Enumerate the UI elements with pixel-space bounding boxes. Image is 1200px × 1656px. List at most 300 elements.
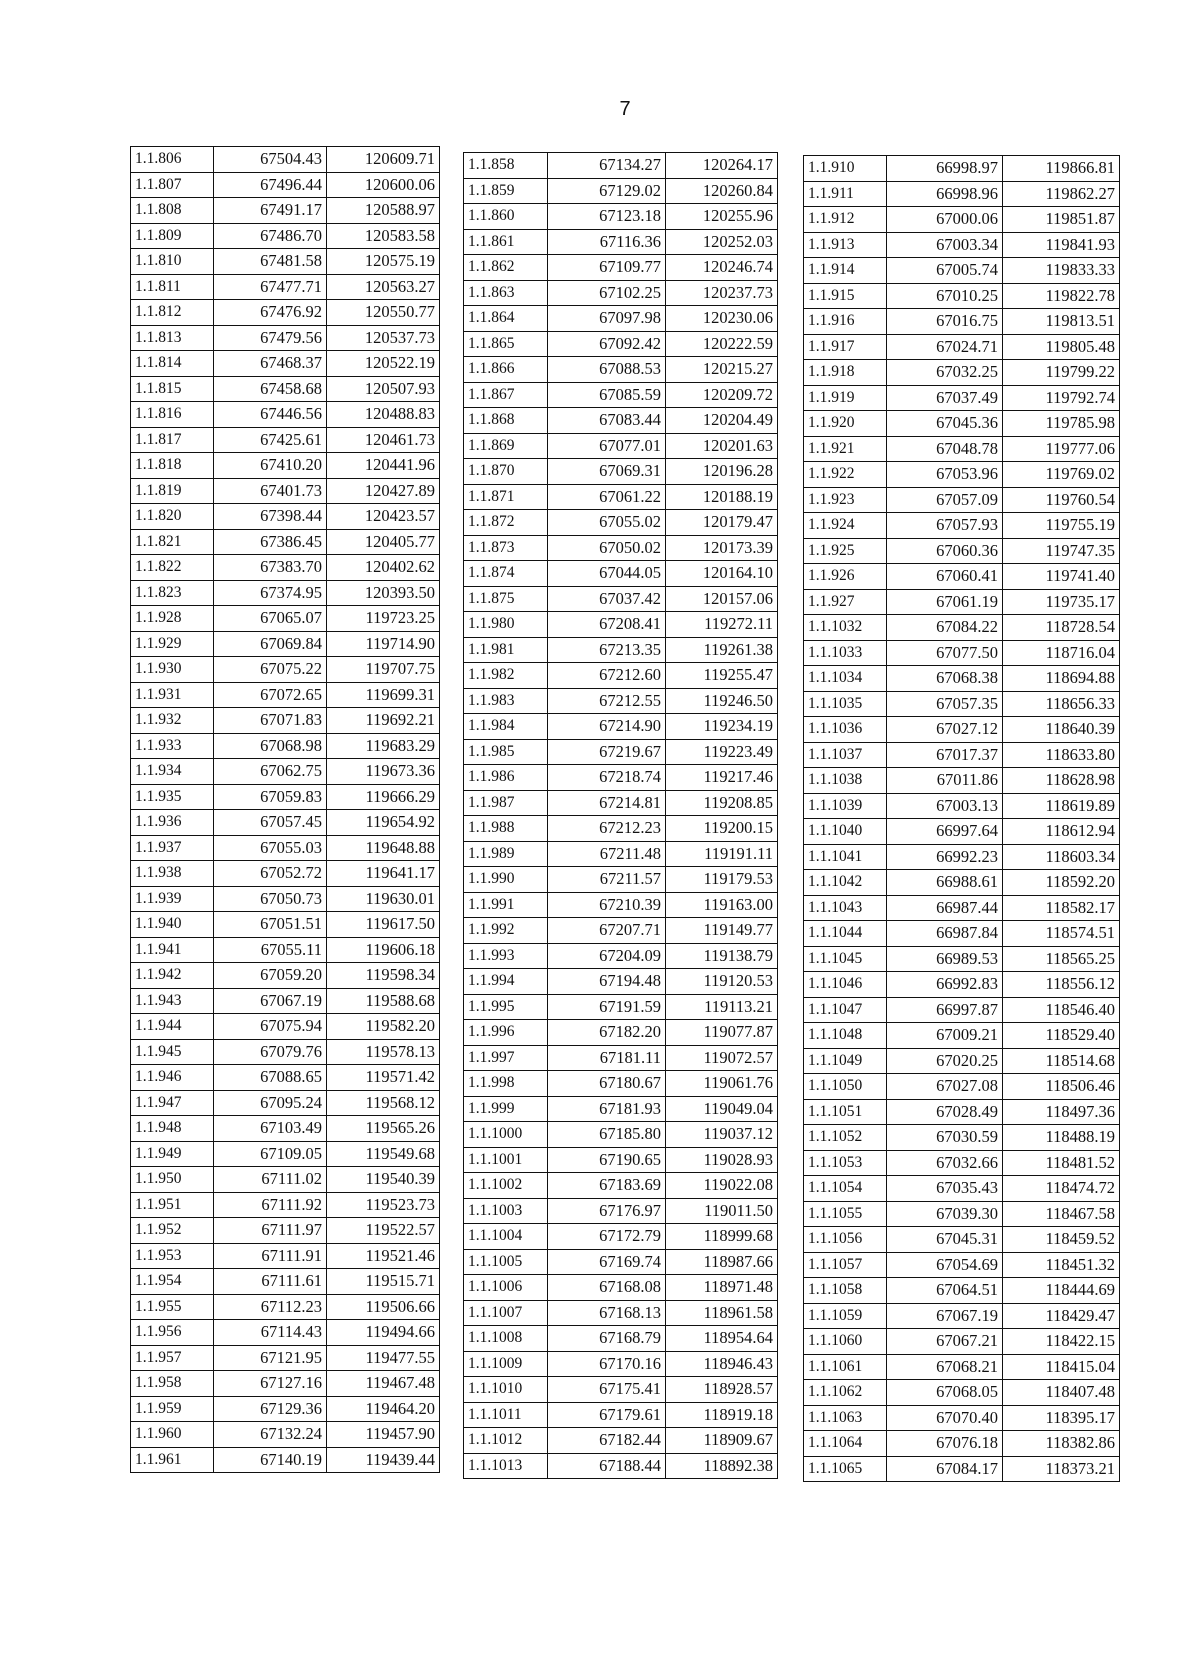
x-coordinate-cell: 67458.68 xyxy=(214,376,327,402)
y-coordinate-cell: 120507.93 xyxy=(327,376,440,402)
table-row xyxy=(131,325,440,351)
y-coordinate-cell: 119578.13 xyxy=(327,1039,440,1065)
y-coordinate-cell: 118640.39 xyxy=(1003,717,1120,743)
x-coordinate-cell: 66998.96 xyxy=(887,181,1003,207)
x-coordinate-cell: 67191.59 xyxy=(548,994,666,1020)
x-coordinate-cell: 67062.75 xyxy=(214,759,327,785)
x-coordinate-cell: 67103.49 xyxy=(214,1116,327,1142)
x-coordinate-cell: 67095.24 xyxy=(214,1090,327,1116)
table-row xyxy=(464,535,778,561)
y-coordinate-cell: 119648.88 xyxy=(327,835,440,861)
x-coordinate-cell: 67188.44 xyxy=(548,1453,666,1479)
point-id-cell: 1.1.1043 xyxy=(804,895,887,921)
x-coordinate-cell: 67114.43 xyxy=(214,1320,327,1346)
x-coordinate-cell: 66997.64 xyxy=(887,819,1003,845)
point-id-cell: 1.1.1061 xyxy=(804,1354,887,1380)
coordinate-table-left xyxy=(130,146,440,1473)
point-id-cell: 1.1.940 xyxy=(131,912,214,938)
x-coordinate-cell: 67481.58 xyxy=(214,249,327,275)
y-coordinate-cell: 119641.17 xyxy=(327,861,440,887)
point-id-cell: 1.1.1009 xyxy=(464,1351,548,1377)
point-id-cell: 1.1.1051 xyxy=(804,1099,887,1125)
x-coordinate-cell: 67168.79 xyxy=(548,1326,666,1352)
coordinate-table-right xyxy=(803,155,1120,1482)
table-row xyxy=(131,580,440,606)
table-row xyxy=(804,156,1120,182)
point-id-cell: 1.1.986 xyxy=(464,765,548,791)
x-coordinate-cell: 66988.61 xyxy=(887,870,1003,896)
x-coordinate-cell: 67219.67 xyxy=(548,739,666,765)
table-row xyxy=(804,870,1120,896)
y-coordinate-cell: 119714.90 xyxy=(327,631,440,657)
y-coordinate-cell: 119149.77 xyxy=(666,918,778,944)
x-coordinate-cell: 67054.69 xyxy=(887,1252,1003,1278)
point-id-cell: 1.1.987 xyxy=(464,790,548,816)
table-row xyxy=(464,331,778,357)
y-coordinate-cell: 120246.74 xyxy=(666,255,778,281)
point-id-cell: 1.1.993 xyxy=(464,943,548,969)
y-coordinate-cell: 118892.38 xyxy=(666,1453,778,1479)
table-row xyxy=(131,1192,440,1218)
point-id-cell: 1.1.955 xyxy=(131,1294,214,1320)
point-id-cell: 1.1.818 xyxy=(131,453,214,479)
x-coordinate-cell: 67109.77 xyxy=(548,255,666,281)
table-row xyxy=(464,1249,778,1275)
y-coordinate-cell: 118497.36 xyxy=(1003,1099,1120,1125)
y-coordinate-cell: 120164.10 xyxy=(666,561,778,587)
point-id-cell: 1.1.934 xyxy=(131,759,214,785)
table-row xyxy=(131,631,440,657)
point-id-cell: 1.1.822 xyxy=(131,555,214,581)
point-id-cell: 1.1.956 xyxy=(131,1320,214,1346)
table-row xyxy=(804,1227,1120,1253)
x-coordinate-cell: 67180.67 xyxy=(548,1071,666,1097)
point-id-cell: 1.1.812 xyxy=(131,300,214,326)
point-id-cell: 1.1.958 xyxy=(131,1371,214,1397)
x-coordinate-cell: 67212.55 xyxy=(548,688,666,714)
table-row xyxy=(464,459,778,485)
point-id-cell: 1.1.912 xyxy=(804,207,887,233)
table-row xyxy=(804,1023,1120,1049)
x-coordinate-cell: 67055.11 xyxy=(214,937,327,963)
table-row xyxy=(464,1224,778,1250)
y-coordinate-cell: 119223.49 xyxy=(666,739,778,765)
point-id-cell: 1.1.930 xyxy=(131,657,214,683)
x-coordinate-cell: 67204.09 xyxy=(548,943,666,969)
table-row xyxy=(131,1167,440,1193)
x-coordinate-cell: 67169.74 xyxy=(548,1249,666,1275)
point-id-cell: 1.1.949 xyxy=(131,1141,214,1167)
table-row xyxy=(131,198,440,224)
table-row xyxy=(464,1377,778,1403)
point-id-cell: 1.1.936 xyxy=(131,810,214,836)
y-coordinate-cell: 119028.93 xyxy=(666,1147,778,1173)
x-coordinate-cell: 67055.03 xyxy=(214,835,327,861)
x-coordinate-cell: 67010.25 xyxy=(887,283,1003,309)
x-coordinate-cell: 67218.74 xyxy=(548,765,666,791)
table-row xyxy=(131,402,440,428)
table-row xyxy=(464,280,778,306)
point-id-cell: 1.1.922 xyxy=(804,462,887,488)
point-id-cell: 1.1.1010 xyxy=(464,1377,548,1403)
point-id-cell: 1.1.926 xyxy=(804,564,887,590)
x-coordinate-cell: 67214.90 xyxy=(548,714,666,740)
table-row xyxy=(464,816,778,842)
x-coordinate-cell: 66989.53 xyxy=(887,946,1003,972)
table-row xyxy=(464,1173,778,1199)
table-row xyxy=(131,886,440,912)
point-id-cell: 1.1.1003 xyxy=(464,1198,548,1224)
x-coordinate-cell: 67181.11 xyxy=(548,1045,666,1071)
x-coordinate-cell: 67068.98 xyxy=(214,733,327,759)
table-row xyxy=(804,717,1120,743)
table-row xyxy=(804,564,1120,590)
x-coordinate-cell: 67045.31 xyxy=(887,1227,1003,1253)
table-row xyxy=(131,376,440,402)
point-id-cell: 1.1.1035 xyxy=(804,691,887,717)
x-coordinate-cell: 67020.25 xyxy=(887,1048,1003,1074)
x-coordinate-cell: 67112.23 xyxy=(214,1294,327,1320)
y-coordinate-cell: 120255.96 xyxy=(666,204,778,230)
point-id-cell: 1.1.1047 xyxy=(804,997,887,1023)
y-coordinate-cell: 118716.04 xyxy=(1003,640,1120,666)
table-row xyxy=(804,181,1120,207)
table-row xyxy=(464,612,778,638)
point-id-cell: 1.1.1064 xyxy=(804,1431,887,1457)
y-coordinate-cell: 120157.06 xyxy=(666,586,778,612)
x-coordinate-cell: 67111.02 xyxy=(214,1167,327,1193)
table-row xyxy=(464,1351,778,1377)
table-row xyxy=(464,1428,778,1454)
point-id-cell: 1.1.1062 xyxy=(804,1380,887,1406)
y-coordinate-cell: 118999.68 xyxy=(666,1224,778,1250)
y-coordinate-cell: 119494.66 xyxy=(327,1320,440,1346)
x-coordinate-cell: 67210.39 xyxy=(548,892,666,918)
point-id-cell: 1.1.872 xyxy=(464,510,548,536)
point-id-cell: 1.1.859 xyxy=(464,178,548,204)
point-id-cell: 1.1.1041 xyxy=(804,844,887,870)
point-id-cell: 1.1.1038 xyxy=(804,768,887,794)
table-row xyxy=(464,1453,778,1479)
y-coordinate-cell: 119523.73 xyxy=(327,1192,440,1218)
x-coordinate-cell: 66992.23 xyxy=(887,844,1003,870)
y-coordinate-cell: 118987.66 xyxy=(666,1249,778,1275)
x-coordinate-cell: 67479.56 xyxy=(214,325,327,351)
y-coordinate-cell: 119163.00 xyxy=(666,892,778,918)
y-coordinate-cell: 118728.54 xyxy=(1003,615,1120,641)
x-coordinate-cell: 67088.53 xyxy=(548,357,666,383)
y-coordinate-cell: 119179.53 xyxy=(666,867,778,893)
table-row xyxy=(131,708,440,734)
y-coordinate-cell: 118488.19 xyxy=(1003,1125,1120,1151)
table-row xyxy=(131,274,440,300)
x-coordinate-cell: 67211.57 xyxy=(548,867,666,893)
y-coordinate-cell: 119522.57 xyxy=(327,1218,440,1244)
y-coordinate-cell: 119120.53 xyxy=(666,969,778,995)
y-coordinate-cell: 118422.15 xyxy=(1003,1329,1120,1355)
point-id-cell: 1.1.861 xyxy=(464,229,548,255)
x-coordinate-cell: 66987.44 xyxy=(887,895,1003,921)
point-id-cell: 1.1.960 xyxy=(131,1422,214,1448)
point-id-cell: 1.1.980 xyxy=(464,612,548,638)
point-id-cell: 1.1.991 xyxy=(464,892,548,918)
x-coordinate-cell: 67111.97 xyxy=(214,1218,327,1244)
table-row xyxy=(464,1071,778,1097)
x-coordinate-cell: 66992.83 xyxy=(887,972,1003,998)
table-row xyxy=(464,1045,778,1071)
table-row xyxy=(804,283,1120,309)
x-coordinate-cell: 67055.02 xyxy=(548,510,666,536)
table-row xyxy=(131,835,440,861)
point-id-cell: 1.1.947 xyxy=(131,1090,214,1116)
table-row xyxy=(464,229,778,255)
y-coordinate-cell: 120563.27 xyxy=(327,274,440,300)
x-coordinate-cell: 67064.51 xyxy=(887,1278,1003,1304)
y-coordinate-cell: 119833.33 xyxy=(1003,258,1120,284)
table-row xyxy=(131,657,440,683)
point-id-cell: 1.1.1000 xyxy=(464,1122,548,1148)
y-coordinate-cell: 120402.62 xyxy=(327,555,440,581)
x-coordinate-cell: 67401.73 xyxy=(214,478,327,504)
x-coordinate-cell: 67067.21 xyxy=(887,1329,1003,1355)
table-row xyxy=(131,759,440,785)
point-id-cell: 1.1.874 xyxy=(464,561,548,587)
y-coordinate-cell: 119630.01 xyxy=(327,886,440,912)
table-row xyxy=(804,895,1120,921)
point-id-cell: 1.1.937 xyxy=(131,835,214,861)
x-coordinate-cell: 67032.66 xyxy=(887,1150,1003,1176)
y-coordinate-cell: 118382.86 xyxy=(1003,1431,1120,1457)
table-row xyxy=(464,204,778,230)
x-coordinate-cell: 67185.80 xyxy=(548,1122,666,1148)
x-coordinate-cell: 67102.25 xyxy=(548,280,666,306)
x-coordinate-cell: 67028.49 xyxy=(887,1099,1003,1125)
y-coordinate-cell: 118451.32 xyxy=(1003,1252,1120,1278)
table-row xyxy=(131,606,440,632)
y-coordinate-cell: 119582.20 xyxy=(327,1014,440,1040)
point-id-cell: 1.1.1001 xyxy=(464,1147,548,1173)
x-coordinate-cell: 67017.37 xyxy=(887,742,1003,768)
x-coordinate-cell: 67168.08 xyxy=(548,1275,666,1301)
y-coordinate-cell: 119208.85 xyxy=(666,790,778,816)
table-row xyxy=(131,810,440,836)
coordinate-table-middle xyxy=(463,152,778,1479)
y-coordinate-cell: 119841.93 xyxy=(1003,232,1120,258)
point-id-cell: 1.1.867 xyxy=(464,382,548,408)
y-coordinate-cell: 119113.21 xyxy=(666,994,778,1020)
x-coordinate-cell: 67175.41 xyxy=(548,1377,666,1403)
point-id-cell: 1.1.1032 xyxy=(804,615,887,641)
y-coordinate-cell: 120588.97 xyxy=(327,198,440,224)
table-row xyxy=(804,487,1120,513)
x-coordinate-cell: 67194.48 xyxy=(548,969,666,995)
point-id-cell: 1.1.1007 xyxy=(464,1300,548,1326)
point-id-cell: 1.1.981 xyxy=(464,637,548,663)
table-row xyxy=(131,733,440,759)
y-coordinate-cell: 118407.48 xyxy=(1003,1380,1120,1406)
table-row xyxy=(464,153,778,179)
x-coordinate-cell: 67070.40 xyxy=(887,1405,1003,1431)
point-id-cell: 1.1.918 xyxy=(804,360,887,386)
y-coordinate-cell: 118444.69 xyxy=(1003,1278,1120,1304)
y-coordinate-cell: 119606.18 xyxy=(327,937,440,963)
y-coordinate-cell: 119540.39 xyxy=(327,1167,440,1193)
table-row xyxy=(804,1329,1120,1355)
table-row xyxy=(131,249,440,275)
y-coordinate-cell: 118628.98 xyxy=(1003,768,1120,794)
point-id-cell: 1.1.863 xyxy=(464,280,548,306)
x-coordinate-cell: 67477.71 xyxy=(214,274,327,300)
y-coordinate-cell: 120252.03 xyxy=(666,229,778,255)
x-coordinate-cell: 67005.74 xyxy=(887,258,1003,284)
y-coordinate-cell: 120173.39 xyxy=(666,535,778,561)
point-id-cell: 1.1.1054 xyxy=(804,1176,887,1202)
table-row xyxy=(131,351,440,377)
x-coordinate-cell: 67052.72 xyxy=(214,861,327,887)
x-coordinate-cell: 67410.20 xyxy=(214,453,327,479)
y-coordinate-cell: 120405.77 xyxy=(327,529,440,555)
table-row xyxy=(131,223,440,249)
table-row xyxy=(131,784,440,810)
point-id-cell: 1.1.1008 xyxy=(464,1326,548,1352)
y-coordinate-cell: 119565.26 xyxy=(327,1116,440,1142)
x-coordinate-cell: 67109.05 xyxy=(214,1141,327,1167)
point-id-cell: 1.1.819 xyxy=(131,478,214,504)
point-id-cell: 1.1.1058 xyxy=(804,1278,887,1304)
y-coordinate-cell: 119673.36 xyxy=(327,759,440,785)
table-row xyxy=(804,1074,1120,1100)
x-coordinate-cell: 67051.51 xyxy=(214,912,327,938)
point-id-cell: 1.1.875 xyxy=(464,586,548,612)
y-coordinate-cell: 119255.47 xyxy=(666,663,778,689)
point-id-cell: 1.1.923 xyxy=(804,487,887,513)
point-id-cell: 1.1.988 xyxy=(464,816,548,842)
table-row xyxy=(804,768,1120,794)
x-coordinate-cell: 67039.30 xyxy=(887,1201,1003,1227)
point-id-cell: 1.1.931 xyxy=(131,682,214,708)
y-coordinate-cell: 119654.92 xyxy=(327,810,440,836)
table-row xyxy=(464,510,778,536)
x-coordinate-cell: 67067.19 xyxy=(887,1303,1003,1329)
y-coordinate-cell: 120215.27 xyxy=(666,357,778,383)
x-coordinate-cell: 67121.95 xyxy=(214,1345,327,1371)
point-id-cell: 1.1.1057 xyxy=(804,1252,887,1278)
x-coordinate-cell: 67088.65 xyxy=(214,1065,327,1091)
y-coordinate-cell: 120201.63 xyxy=(666,433,778,459)
point-id-cell: 1.1.996 xyxy=(464,1020,548,1046)
table-row xyxy=(131,529,440,555)
point-id-cell: 1.1.911 xyxy=(804,181,887,207)
point-id-cell: 1.1.1055 xyxy=(804,1201,887,1227)
x-coordinate-cell: 67027.12 xyxy=(887,717,1003,743)
table-row xyxy=(131,172,440,198)
table-row xyxy=(464,918,778,944)
y-coordinate-cell: 119755.19 xyxy=(1003,513,1120,539)
y-coordinate-cell: 118656.33 xyxy=(1003,691,1120,717)
x-coordinate-cell: 66998.97 xyxy=(887,156,1003,182)
point-id-cell: 1.1.998 xyxy=(464,1071,548,1097)
x-coordinate-cell: 67027.08 xyxy=(887,1074,1003,1100)
point-id-cell: 1.1.933 xyxy=(131,733,214,759)
point-id-cell: 1.1.999 xyxy=(464,1096,548,1122)
point-id-cell: 1.1.917 xyxy=(804,334,887,360)
y-coordinate-cell: 119598.34 xyxy=(327,963,440,989)
x-coordinate-cell: 67134.27 xyxy=(548,153,666,179)
point-id-cell: 1.1.950 xyxy=(131,1167,214,1193)
x-coordinate-cell: 67030.59 xyxy=(887,1125,1003,1151)
point-id-cell: 1.1.1063 xyxy=(804,1405,887,1431)
x-coordinate-cell: 67000.06 xyxy=(887,207,1003,233)
x-coordinate-cell: 67084.22 xyxy=(887,615,1003,641)
point-id-cell: 1.1.929 xyxy=(131,631,214,657)
point-id-cell: 1.1.928 xyxy=(131,606,214,632)
y-coordinate-cell: 119061.76 xyxy=(666,1071,778,1097)
point-id-cell: 1.1.938 xyxy=(131,861,214,887)
x-coordinate-cell: 67057.93 xyxy=(887,513,1003,539)
table-row xyxy=(804,997,1120,1023)
point-id-cell: 1.1.941 xyxy=(131,937,214,963)
x-coordinate-cell: 67446.56 xyxy=(214,402,327,428)
x-coordinate-cell: 67425.61 xyxy=(214,427,327,453)
table-row xyxy=(464,1275,778,1301)
point-id-cell: 1.1.873 xyxy=(464,535,548,561)
y-coordinate-cell: 119747.35 xyxy=(1003,538,1120,564)
y-coordinate-cell: 120209.72 xyxy=(666,382,778,408)
y-coordinate-cell: 118612.94 xyxy=(1003,819,1120,845)
table-row xyxy=(464,969,778,995)
point-id-cell: 1.1.990 xyxy=(464,867,548,893)
y-coordinate-cell: 119866.81 xyxy=(1003,156,1120,182)
table-row xyxy=(464,1147,778,1173)
x-coordinate-cell: 67044.05 xyxy=(548,561,666,587)
x-coordinate-cell: 67053.96 xyxy=(887,462,1003,488)
point-id-cell: 1.1.985 xyxy=(464,739,548,765)
point-id-cell: 1.1.808 xyxy=(131,198,214,224)
y-coordinate-cell: 119735.17 xyxy=(1003,589,1120,615)
table-row xyxy=(804,666,1120,692)
x-coordinate-cell: 67057.45 xyxy=(214,810,327,836)
x-coordinate-cell: 67032.25 xyxy=(887,360,1003,386)
x-coordinate-cell: 67061.19 xyxy=(887,589,1003,615)
point-id-cell: 1.1.864 xyxy=(464,306,548,332)
point-id-cell: 1.1.1037 xyxy=(804,742,887,768)
y-coordinate-cell: 120204.49 xyxy=(666,408,778,434)
x-coordinate-cell: 67050.73 xyxy=(214,886,327,912)
x-coordinate-cell: 67212.23 xyxy=(548,816,666,842)
point-id-cell: 1.1.871 xyxy=(464,484,548,510)
y-coordinate-cell: 119862.27 xyxy=(1003,181,1120,207)
y-coordinate-cell: 118373.21 xyxy=(1003,1456,1120,1482)
table-row xyxy=(804,972,1120,998)
y-coordinate-cell: 118474.72 xyxy=(1003,1176,1120,1202)
y-coordinate-cell: 119506.66 xyxy=(327,1294,440,1320)
y-coordinate-cell: 120423.57 xyxy=(327,504,440,530)
y-coordinate-cell: 119515.71 xyxy=(327,1269,440,1295)
table-row xyxy=(804,436,1120,462)
y-coordinate-cell: 119666.29 xyxy=(327,784,440,810)
x-coordinate-cell: 67181.93 xyxy=(548,1096,666,1122)
x-coordinate-cell: 67383.70 xyxy=(214,555,327,581)
x-coordinate-cell: 67182.44 xyxy=(548,1428,666,1454)
y-coordinate-cell: 118619.89 xyxy=(1003,793,1120,819)
table-row xyxy=(464,841,778,867)
y-coordinate-cell: 119467.48 xyxy=(327,1371,440,1397)
table-row xyxy=(131,453,440,479)
table-row xyxy=(131,1371,440,1397)
table-row xyxy=(464,408,778,434)
y-coordinate-cell: 119477.55 xyxy=(327,1345,440,1371)
point-id-cell: 1.1.952 xyxy=(131,1218,214,1244)
